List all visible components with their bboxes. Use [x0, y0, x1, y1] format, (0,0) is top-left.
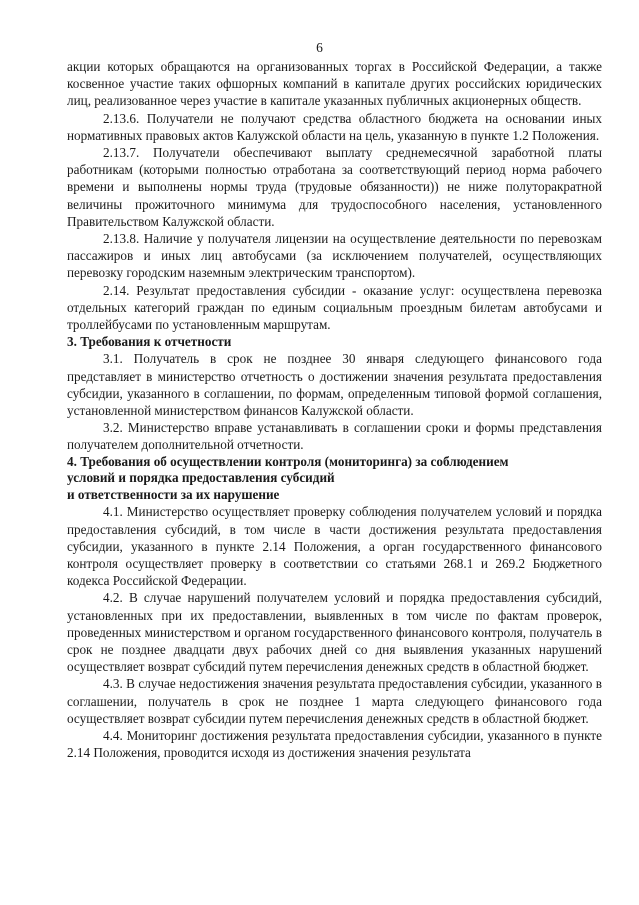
paragraph-2-13-7: 2.13.7. Получатели обеспечивают выплату среднемесячной заработной платы работникам (которыми полностью отработана за соответствующий период норма рабочего времени и выполнены нормы труда (трудовые обязанности)) не ниже полуторакратной величины прожиточного минимума для трудоспособного населения, установленного Правительством Калужской области. [67, 145, 602, 229]
document-body [67, 58, 602, 762]
paragraph-4-3: 4.3. В случае недостижения значения результата предоставления субсидии, указанного в соглашении, получатель в срок не позднее 1 марта следующего финансового года осуществляет возврат субсидии путем перечисления денежных средств в областной бюджет. [67, 676, 602, 726]
paragraph-2-13-6: 2.13.6. Получатели не получают средства областного бюджета на основании иных нормативных правовых актов Калужской области на цель, указанную в пункте 1.2 Положения. [67, 110, 602, 143]
paragraph-2-14: 2.14. Результат предоставления субсидии - оказание услуг: осуществлена перевозка отдельных категорий граждан по единым социальным проездным билетам автобусами и троллейбусами по установленным маршрутам. [67, 282, 602, 333]
paragraph-3-1: 3.1. Получатель в срок не позднее 30 января следующего финансового года представляет в министерство отчетность о достижении значения результата предоставления субсидии, указанного в соглашении, по формам, определенным типовой формой соглашения, установленной министерством финансов Калужской области. [67, 351, 602, 419]
section-4-heading-line-2: условий и порядка предоставления субсидий [67, 470, 335, 486]
section-3-heading: 3. Требования к отчетности [67, 334, 232, 350]
paragraph-2-13-8: 2.13.8. Наличие у получателя лицензии на осуществление деятельности по перевозкам пассажиров и иных лиц автобусами (за исключением получателей, осуществляющих перевозку городским наземным электрическим транспортом). [67, 231, 602, 281]
paragraph-offshore-continuation: акции которых обращаются на организованных торгах в Российской Федерации, а также косвенное участие таких офшорных компаний в капитале других российских юридических лиц, реализованное через участие в капитале указанных публичных акционерных обществ. [67, 59, 602, 109]
section-4-heading-line-3: и ответственности за их нарушение [67, 486, 280, 502]
page-number: 6 [316, 40, 323, 55]
paragraph-4-4: 4.4. Мониторинг достижения результата предоставления субсидии, указанного в пункте 2.14 Положения, проводится исходя из достижения значения результата [67, 728, 602, 761]
paragraph-4-2: 4.2. В случае нарушений получателем условий и порядка предоставления субсидий, установленных при их предоставлении, выявленных в том числе по фактам проверок, проведенных министерством и органом государственного финансового контроля, получатель в срок не позднее двадцати двух рабочих дней со дня выявления указанных нарушений осуществляет возврат субсидий путем перечисления денежных средств в областной бюджет. [67, 590, 602, 675]
paragraph-4-1: 4.1. Министерство осуществляет проверку соблюдения получателем условий и порядка предоставления субсидий, в том числе в части достижения результата предоставления субсидии, указанного в пункте 2.14 Положения, а орган государственного финансового контроля осуществляет проверку в соответствии со статьями 268.1 и 269.2 Бюджетного кодекса Российской Федерации. [67, 504, 602, 589]
section-4-heading-line-1: 4. Требования об осуществлении контроля (мониторинга) за соблюдением [67, 453, 509, 469]
paragraph-3-2: 3.2. Министерство вправе устанавливать в соглашении сроки и формы представления получателем дополнительной отчетности. [67, 420, 602, 453]
section-4-heading [67, 454, 602, 504]
